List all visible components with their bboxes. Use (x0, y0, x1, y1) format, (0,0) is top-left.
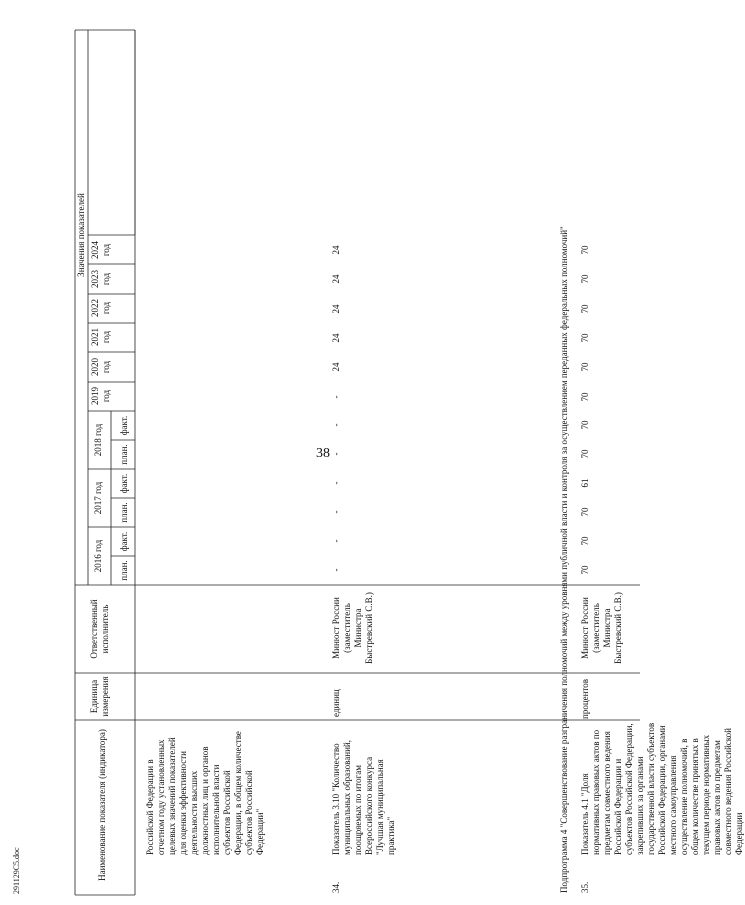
header-year-2021: 2021 год (90, 328, 111, 346)
row-35-2022: 70 (580, 304, 590, 314)
row-35-2020: 70 (580, 362, 590, 372)
row-34-unit: единиц (331, 689, 341, 717)
row-35-2024: 70 (580, 245, 590, 255)
subprogram-4-title: Подпрограмма 4 "Совершенствование разграничения полномочий между уровнями публичной власти и контроля за осуществлением переданных федеральных полномочий" (559, 226, 569, 893)
row-35-2018-fact: 70 (580, 420, 590, 430)
header-2017-plan: план. (119, 502, 129, 523)
header-year-2016: 2016 год (93, 539, 103, 573)
row-34-2018-fact: - (331, 423, 341, 427)
header-year-2020: 2020 год (90, 358, 111, 376)
row-35-2021: 70 (580, 333, 590, 343)
row-34-2019: - (331, 395, 341, 399)
row-34-2016-plan: - (331, 568, 341, 572)
header-responsible: Ответственный исполнитель (89, 599, 110, 659)
row-35-unit: процентов (580, 678, 590, 719)
row-35-2017-fact: 61 (580, 478, 590, 488)
rotated-table (75, 30, 744, 895)
header-2016-fact: факт. (119, 531, 129, 552)
row-34-2016-fact: - (331, 539, 341, 543)
header-unit: Единица измерения (89, 676, 110, 717)
row-34-2018-plan: - (331, 452, 341, 456)
row-35-2019: 70 (580, 392, 590, 402)
page-number: 38 (316, 446, 330, 461)
row-35-name: Показатель 4.1 "Доля нормативных правовых актов по предметам совместного ведения Российской Федерации и субъектов Российской Федерации, закрепивших за органами государственной власти субъектов Российской Федерации, органами местного самоуправления осуществление полномочий, в общем количестве принятых в текущем периоде нормативных правовых актов по предметам совместного ведения Российской Федерации (580, 722, 744, 855)
row-34-2020: 24 (331, 362, 341, 372)
header-year-2024: 2024 год (90, 241, 111, 259)
row-continuation-name: Российской Федерации в отчетном году установленных целевых значений показателей для оценки эффективности деятельности высших должностных лиц и органов исполнительной власти субъектов Российской Федерации, в общем количестве субъектов Российской Федерации" (145, 731, 265, 855)
header-2016-plan: план. (119, 560, 129, 581)
header-values-group: Значения показателей (76, 193, 86, 277)
header-year-2022: 2022 год (90, 299, 111, 317)
row-34-number: 34. (331, 881, 341, 893)
row-34-2017-fact: - (331, 481, 341, 485)
row-34-2024: 24 (331, 245, 341, 255)
row-35-2023: 70 (580, 274, 590, 284)
header-2017-fact: факт. (119, 473, 129, 494)
header-year-2023: 2023 год (90, 270, 111, 288)
header-year-2019: 2019 год (90, 387, 111, 405)
row-35-2016-fact: 70 (580, 536, 590, 546)
row-35-2016-plan: 70 (580, 565, 590, 575)
header-2018-fact: факт. (119, 415, 129, 436)
row-34-responsible: Минюст России (заместитель Министра Быстревский С.В.) (331, 592, 374, 664)
row-35-responsible: Минюст России (заместитель Министра Быстревский С.В.) (580, 592, 623, 664)
row-35-2017-plan: 70 (580, 507, 590, 517)
footer-document-code: 291129С5.doc (12, 847, 21, 894)
row-35-number: 35. (580, 881, 590, 893)
header-year-2017: 2017 год (93, 481, 103, 515)
header-indicator-name: Наименование показателя (индикатора) (97, 729, 107, 881)
row-35-2018-plan: 70 (580, 449, 590, 459)
row-34-2022: 24 (331, 304, 341, 314)
header-year-2018: 2018 год (93, 423, 103, 457)
row-34-2021: 24 (331, 333, 341, 343)
row-34-2023: 24 (331, 274, 341, 284)
header-2018-plan: план. (119, 444, 129, 465)
row-34-name: Показатель 3.10 "Количество муниципальных образований, поощряемых по итогам Всероссийского конкурса "Лучшая муниципальная практика" (331, 740, 396, 855)
row-34-2017-plan: - (331, 510, 341, 514)
